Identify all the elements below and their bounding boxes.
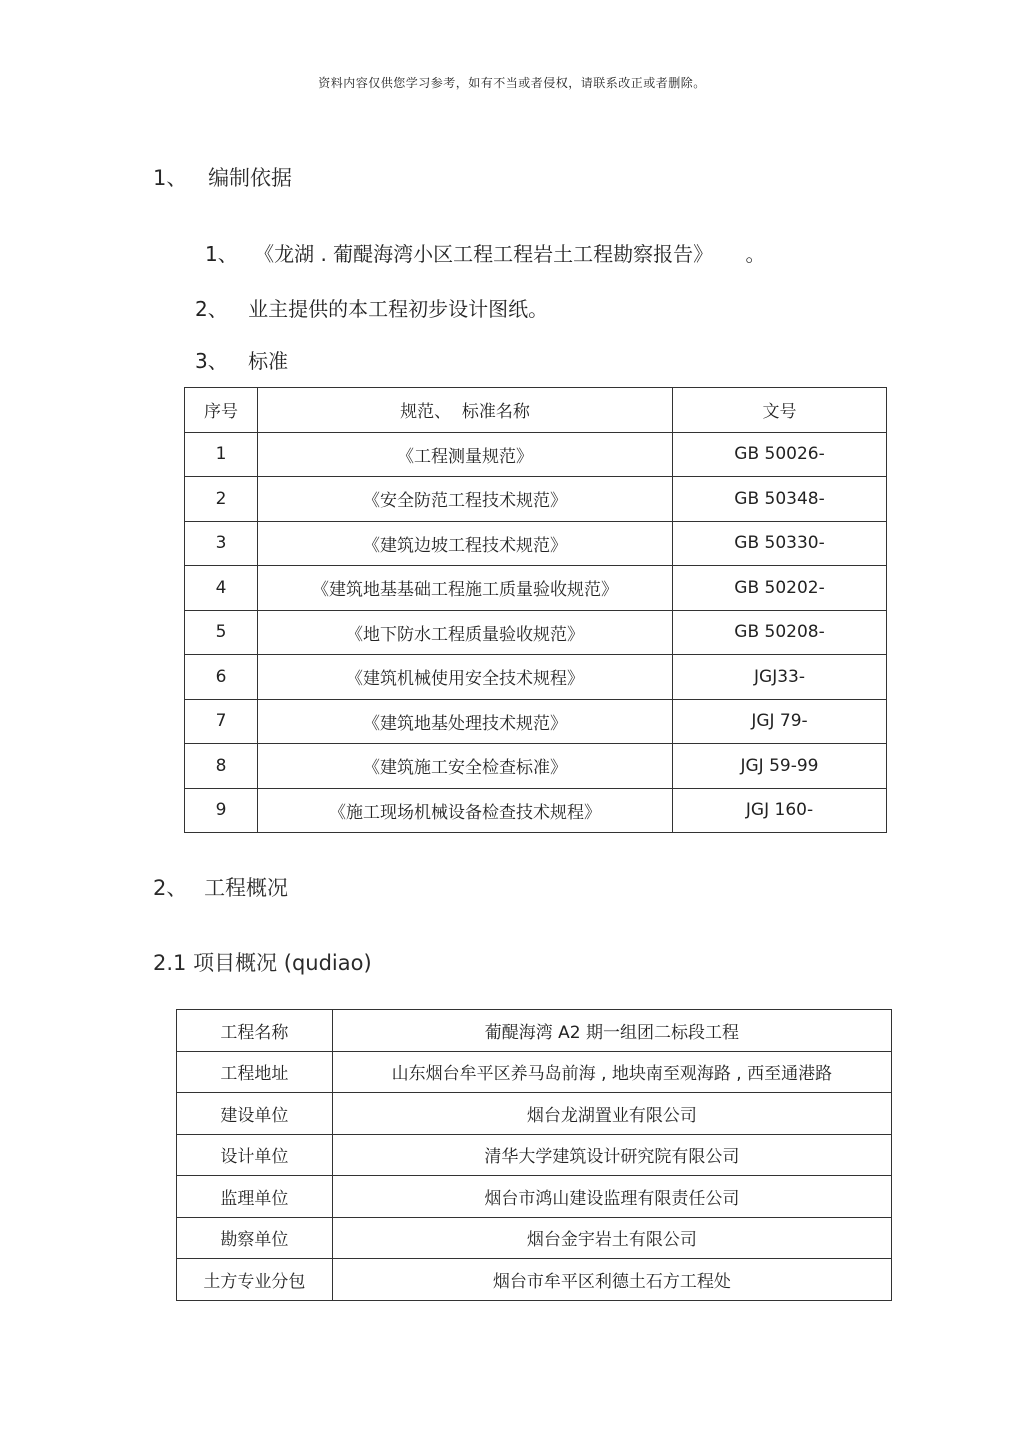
row-standard-code: GB 50208- <box>673 610 887 655</box>
info-value: 山东烟台牟平区养马岛前海 , 地块南至观海路 , 西至通港路 <box>332 1051 891 1093</box>
table-row <box>185 744 887 789</box>
info-key: 土方专业分包 <box>177 1259 333 1301</box>
info-value: 烟台市牟平区利德土石方工程处 <box>332 1259 891 1301</box>
section-1-title: 编制依据 <box>208 166 293 190</box>
row-standard-code: GB 50348- <box>673 477 887 522</box>
section-2-title: 工程概况 <box>204 876 289 900</box>
info-key: 勘察单位 <box>177 1217 333 1259</box>
basis-item-number: 3、 <box>195 349 228 373</box>
section-2-heading <box>153 872 288 902</box>
row-index: 9 <box>185 788 258 833</box>
info-key: 工程地址 <box>177 1051 333 1093</box>
info-key: 建设单位 <box>177 1093 333 1135</box>
header-cell-code: 文号 <box>673 388 887 433</box>
basis-item-text: 《龙湖 . 葡醍海湾小区工程工程岩土工程勘察报告》 <box>254 242 714 266</box>
row-standard-name: 《建筑地基处理技术规范》 <box>258 699 673 744</box>
table-row <box>177 1259 892 1301</box>
info-key: 工程名称 <box>177 1010 333 1052</box>
table-row <box>185 699 887 744</box>
basis-item-number: 1、 <box>205 242 238 266</box>
row-standard-code: JGJ 79- <box>673 699 887 744</box>
row-standard-code: JGJ 160- <box>673 788 887 833</box>
row-standard-name: 《建筑边坡工程技术规范》 <box>258 521 673 566</box>
row-standard-name: 《建筑地基基础工程施工质量验收规范》 <box>258 566 673 611</box>
info-value: 葡醍海湾 A2 期一组团二标段工程 <box>332 1010 891 1052</box>
project-info-table <box>176 1009 892 1301</box>
table-header-row <box>185 388 887 433</box>
table-row <box>185 477 887 522</box>
info-value: 烟台市鸿山建设监理有限责任公司 <box>332 1176 891 1218</box>
info-value: 清华大学建筑设计研究院有限公司 <box>332 1134 891 1176</box>
info-key: 设计单位 <box>177 1134 333 1176</box>
table-row <box>177 1217 892 1259</box>
table-row <box>177 1093 892 1135</box>
basis-item-number: 2、 <box>195 297 228 321</box>
row-standard-code: GB 50026- <box>673 432 887 477</box>
table-row <box>177 1134 892 1176</box>
header-cell-name: 规范、 标准名称 <box>258 388 673 433</box>
section-1-heading <box>153 162 292 192</box>
basis-item-2 <box>195 293 548 322</box>
table-row <box>185 521 887 566</box>
info-value: 烟台龙湖置业有限公司 <box>332 1093 891 1135</box>
row-standard-name: 《建筑施工安全检查标准》 <box>258 744 673 789</box>
row-standard-name: 《安全防范工程技术规范》 <box>258 477 673 522</box>
row-index: 1 <box>185 432 258 477</box>
table-row <box>185 788 887 833</box>
basis-item-suffix: 。 <box>745 242 766 266</box>
row-index: 7 <box>185 699 258 744</box>
standards-table <box>184 387 887 833</box>
row-index: 8 <box>185 744 258 789</box>
row-standard-name: 《施工现场机械设备检查技术规程》 <box>258 788 673 833</box>
table-row <box>177 1010 892 1052</box>
row-standard-code: GB 50202- <box>673 566 887 611</box>
table-row <box>177 1176 892 1218</box>
row-standard-code: JGJ33- <box>673 655 887 700</box>
row-standard-name: 《建筑机械使用安全技术规程》 <box>258 655 673 700</box>
row-index: 3 <box>185 521 258 566</box>
row-index: 2 <box>185 477 258 522</box>
section-2-number: 2、 <box>153 876 188 900</box>
info-value: 烟台金宇岩土有限公司 <box>332 1217 891 1259</box>
row-standard-name: 《地下防水工程质量验收规范》 <box>258 610 673 655</box>
subsection-2-1-heading: 2.1 项目概况 (qudiao) <box>153 951 372 975</box>
info-key: 监理单位 <box>177 1176 333 1218</box>
row-index: 5 <box>185 610 258 655</box>
basis-item-text: 业主提供的本工程初步设计图纸。 <box>248 297 549 321</box>
basis-item-3 <box>195 345 288 374</box>
section-1-number: 1、 <box>153 166 188 190</box>
table-row <box>177 1051 892 1093</box>
table-row <box>185 610 887 655</box>
table-row <box>185 432 887 477</box>
disclaimer-header: 资料内容仅供您学习参考，如有不当或者侵权，请联系改正或者删除。 <box>318 76 706 90</box>
basis-item-text: 标准 <box>248 349 289 373</box>
row-standard-name: 《工程测量规范》 <box>258 432 673 477</box>
row-standard-code: GB 50330- <box>673 521 887 566</box>
row-index: 6 <box>185 655 258 700</box>
row-index: 4 <box>185 566 258 611</box>
header-cell-index: 序号 <box>185 388 258 433</box>
table-row <box>185 655 887 700</box>
table-row <box>185 566 887 611</box>
row-standard-code: JGJ 59-99 <box>673 744 887 789</box>
basis-item-1 <box>205 238 766 267</box>
